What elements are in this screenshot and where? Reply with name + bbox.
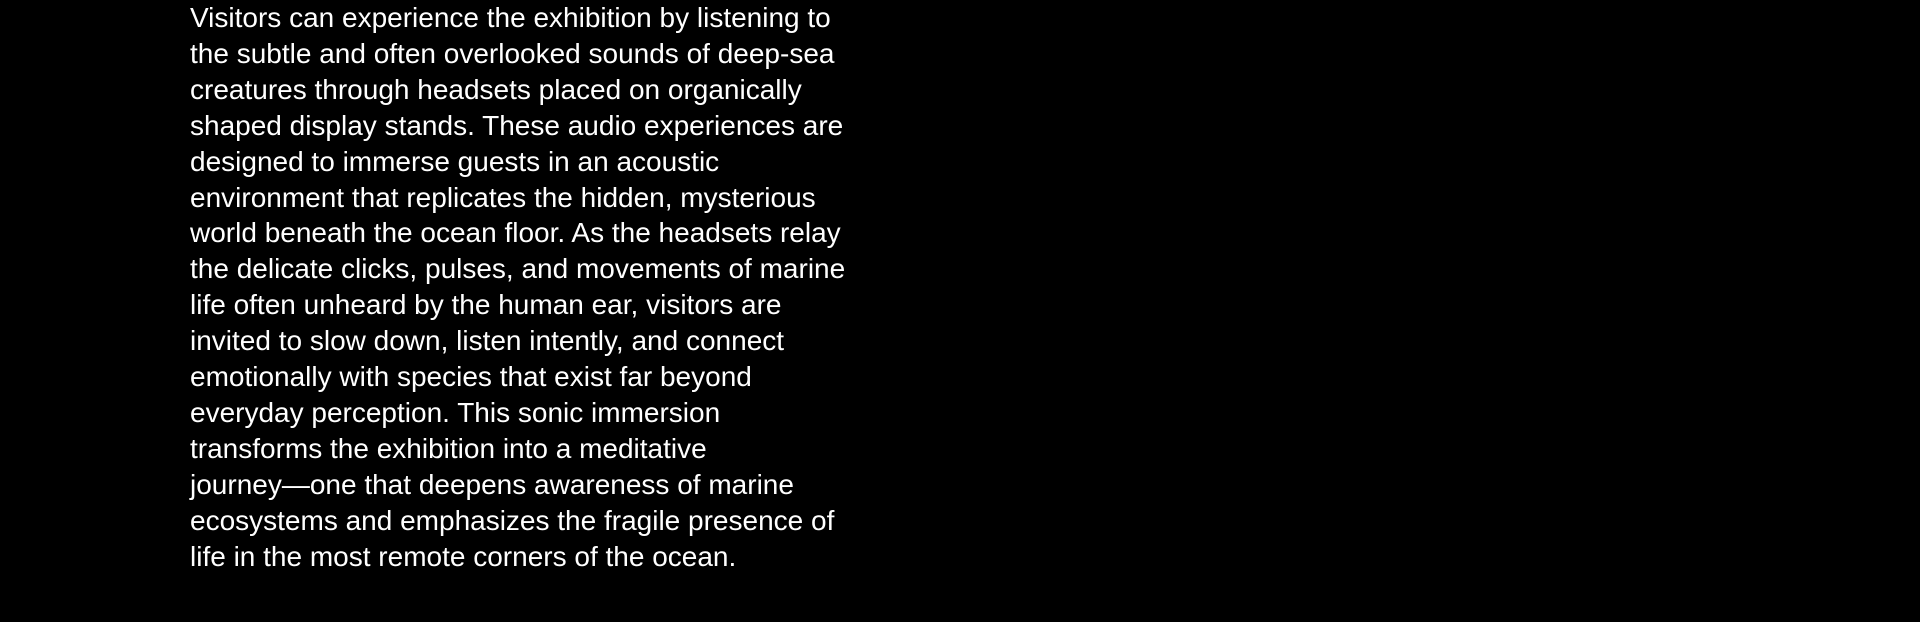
text-line: environment that replicates the hidden, mysterious	[190, 181, 816, 213]
text-line: Visitors can experience the exhibition by listening to	[190, 2, 831, 33]
text-line: life often unheard by the human ear, visitors are	[190, 289, 782, 321]
text-line: ecosystems and emphasizes the fragile presence of	[190, 504, 835, 536]
text-line: journey—one that deepens awareness of marine	[190, 468, 794, 500]
text-line: world beneath the ocean floor. As the headsets relay	[190, 217, 841, 249]
text-line: transforms the exhibition into a meditative	[190, 432, 707, 464]
text-line: the delicate clicks, pulses, and movements of marine	[190, 253, 846, 285]
text-line: creatures through headsets placed on organically	[190, 73, 802, 105]
text-line: shaped display stands. These audio experiences are	[190, 109, 844, 141]
text-line: the subtle and often overlooked sounds of deep-sea	[190, 37, 835, 69]
text-line: emotionally with species that exist far beyond	[190, 361, 752, 393]
text-line: invited to slow down, listen intently, and connect	[190, 325, 785, 357]
text-line: everyday perception. This sonic immersion	[190, 396, 721, 428]
exhibition-description	[190, 0, 910, 575]
text-line: life in the most remote corners of the ocean.	[190, 540, 737, 572]
text-line: designed to immerse guests in an acoustic	[190, 145, 720, 177]
